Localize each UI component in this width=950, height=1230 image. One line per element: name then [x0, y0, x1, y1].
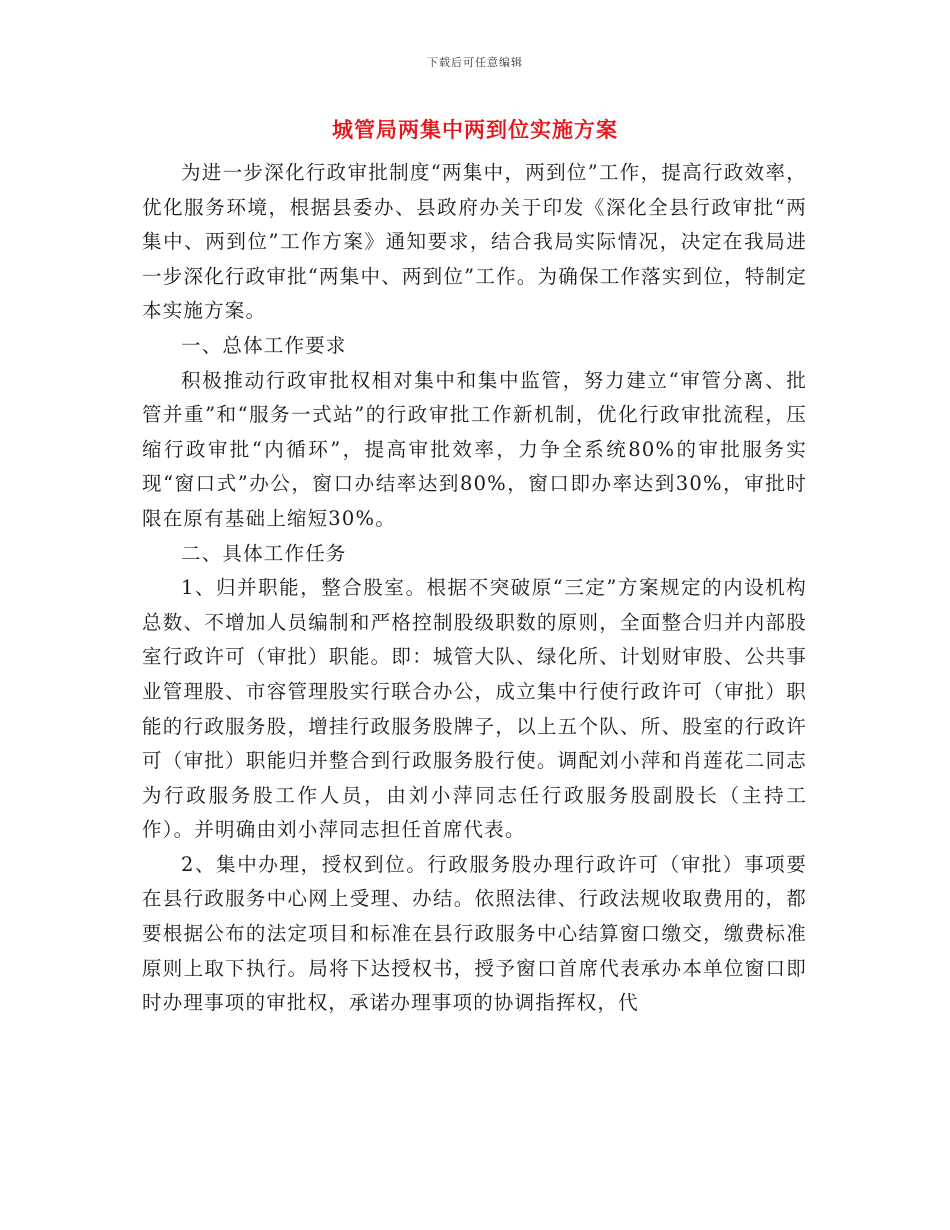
paragraph-intro: 为进一步深化行政审批制度“两集中，两到位”工作，提高行政效率，优化服务环境，根据县委办、县政府办关于印发《深化全县行政审批“两集中、两到位”工作方案》通知要求，结合我局实际情况，决定在我局进一步深化行政审批“两集中、两到位”工作。为确保工作落实到位，特制定本实施方案。: [142, 161, 807, 323]
section-heading-2: 二、具体工作任务: [181, 541, 347, 565]
paragraph-task-2: 2、集中办理，授权到位。行政服务股办理行政许可（审批）事项要在县行政服务中心网上受理、办结。依照法律、行政法规收取费用的，都要根据公布的法定项目和标准在县行政服务中心结算窗口缴交，缴费标准原则上取下执行。局将下达授权书，授予窗口首席代表承办本单位窗口即时办理事项的审批权，承诺办理事项的协调指挥权，代: [142, 852, 807, 1015]
header-note: 下载后可任意编辑: [427, 56, 523, 69]
document-title: 城管局两集中两到位实施方案: [332, 117, 618, 142]
paragraph-task-1: 1、归并职能，整合股室。根据不突破原“三定”方案规定的内设机构总数、不增加人员编制和严格控制股级职数的原则，全面整合归并内部股室行政许可（审批）职能。即：城管大队、绿化所、计划财审股、公共事业管理股、市容管理股实行联合办公，成立集中行使行政许可（审批）职能的行政服务股，增挂行政服务股牌子，以上五个队、所、股室的行政许可（审批）职能归并整合到行政服务股行使。调配刘小萍和肖莲花二同志为行政服务股工作人员，由刘小萍同志任行政服务股副股长（主持工作）。并明确由刘小萍同志担任首席代表。: [142, 576, 807, 842]
paragraph-requirements: 积极推动行政审批权相对集中和集中监管，努力建立“审管分离、批管并重”和“服务一式站”的行政审批工作新机制，优化行政审批流程，压缩行政审批“内循环”，提高审批效率，力争全系统80%的审批服务实现“窗口式”办公，窗口办结率达到80%，窗口即办率达到30%，审批时限在原有基础上缩短30%。: [142, 368, 807, 530]
document-body: [142, 156, 807, 1021]
section-heading-1: 一、总体工作要求: [181, 333, 347, 357]
